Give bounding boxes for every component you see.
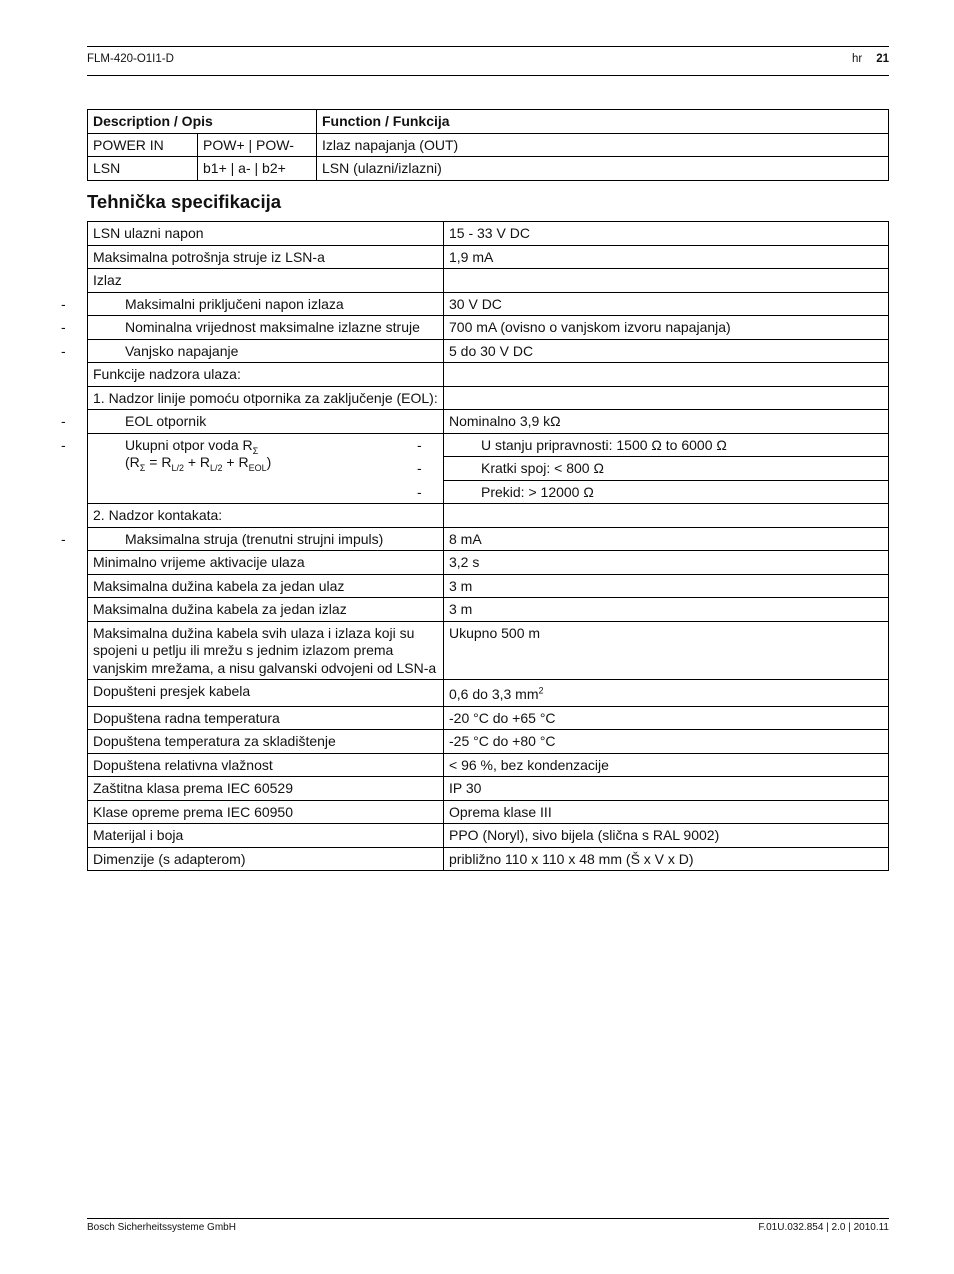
spec-value: IP 30	[444, 777, 889, 801]
table-row	[88, 433, 889, 457]
spec-value: Ukupno 500 m	[444, 621, 889, 680]
cell-funkcija: LSN (ulazni/izlazni)	[317, 157, 889, 181]
spec-label: LSN ulazni napon	[88, 222, 444, 246]
table-row	[88, 680, 889, 707]
spec-value: Nominalno 3,9 kΩ	[444, 410, 889, 434]
table-row	[88, 598, 889, 622]
spec-label: Dimenzije (s adapterom)	[88, 847, 444, 871]
page-number: 21	[876, 53, 889, 65]
spec-table	[61, 221, 889, 871]
spec-value	[444, 386, 889, 410]
table-row	[88, 551, 889, 575]
bullet-dash: -	[417, 460, 422, 476]
connections-table	[87, 109, 889, 181]
spec-label: Dopuštena relativna vlažnost	[88, 753, 444, 777]
spec-label-text: EOL otpornik	[125, 413, 207, 429]
spec-value	[444, 269, 889, 293]
table-row	[88, 386, 889, 410]
spec-label: Materijal i boja	[88, 824, 444, 848]
spec-value: približno 110 x 110 x 48 mm (Š x V x D)	[444, 847, 889, 871]
spec-value: 3 m	[444, 574, 889, 598]
table-row	[88, 753, 889, 777]
spec-label: Maksimalna potrošnja struje iz LSN-a	[88, 245, 444, 269]
spec-value: 3 m	[444, 598, 889, 622]
table-header-row	[88, 110, 889, 134]
formula-part: + R	[222, 454, 249, 470]
table-row	[88, 222, 889, 246]
spec-value: -20 °C do +65 °C	[444, 706, 889, 730]
spec-value: PPO (Noryl), sivo bijela (slična s RAL 9002)	[444, 824, 889, 848]
spec-label	[61, 316, 444, 340]
bullet-dash: -	[61, 530, 66, 547]
spec-label: Maksimalna dužina kabela za jedan izlaz	[88, 598, 444, 622]
page-info	[852, 53, 889, 65]
spec-label	[61, 339, 444, 363]
spec-label	[61, 527, 444, 551]
spec-label-text: Vanjsko napajanje	[125, 342, 239, 359]
table-row	[88, 777, 889, 801]
col-header-description: Description / Opis	[88, 110, 317, 134]
spec-value-text: Prekid: > 12000 Ω	[481, 483, 594, 500]
subscript: L/2	[210, 462, 223, 473]
table-row	[88, 527, 889, 551]
company-name: Bosch Sicherheitssysteme GmbH	[87, 1222, 236, 1233]
cell-funkcija: Izlaz napajanja (OUT)	[317, 133, 889, 157]
spec-value	[417, 433, 889, 457]
spec-label: Dopuštena radna temperatura	[88, 706, 444, 730]
table-row	[88, 504, 889, 528]
table-row	[88, 339, 889, 363]
spec-label: Funkcije nadzora ulaza:	[88, 363, 444, 387]
formula-part: = R	[145, 454, 172, 470]
table-row	[88, 316, 889, 340]
spec-label: Dopušteni presjek kabela	[88, 680, 444, 707]
cell-opis: LSN	[88, 157, 198, 181]
spec-value	[417, 480, 889, 504]
cell-opis: POWER IN	[88, 133, 198, 157]
spec-value-text: 0,6 do 3,3 mm	[449, 686, 539, 702]
bullet-dash: -	[417, 483, 422, 500]
spec-value	[444, 680, 889, 707]
spec-label	[61, 433, 444, 504]
spec-value: 8 mA	[444, 527, 889, 551]
table-row	[88, 847, 889, 871]
table-row	[88, 269, 889, 293]
table-row	[88, 730, 889, 754]
spec-label: Izlaz	[88, 269, 444, 293]
spec-label: Dopuštena temperatura za skladištenje	[88, 730, 444, 754]
spec-label-text: Nominalna vrijednost maksimalne izlazne struje	[125, 319, 420, 335]
spec-label	[61, 292, 444, 316]
superscript: 2	[538, 685, 544, 696]
spec-label	[61, 410, 444, 434]
bullet-dash: -	[61, 295, 66, 312]
spec-value-text: Kratki spoj: < 800 Ω	[481, 460, 604, 476]
spec-label: Minimalno vrijeme aktivacije ulaza	[88, 551, 444, 575]
spec-label: Zaštitna klasa prema IEC 60529	[88, 777, 444, 801]
spec-label: 2. Nadzor kontakata:	[88, 504, 444, 528]
table-row	[88, 410, 889, 434]
table-row	[88, 292, 889, 316]
table-row	[88, 621, 889, 680]
spec-value: 1,9 mA	[444, 245, 889, 269]
table-row	[88, 157, 889, 181]
cell-terminal: b1+ | a- | b2+	[198, 157, 317, 181]
spec-value: 700 mA (ovisno o vanjskom izvoru napajanja)	[444, 316, 889, 340]
subscript: Σ	[252, 445, 259, 456]
spec-label-text: Maksimalna struja (trenutni strujni impuls)	[125, 530, 384, 547]
spec-value: 15 - 33 V DC	[444, 222, 889, 246]
table-row	[88, 574, 889, 598]
spec-label: Klase opreme prema IEC 60950	[88, 800, 444, 824]
bullet-dash: -	[417, 436, 422, 453]
col-header-function: Function / Funkcija	[317, 110, 889, 134]
table-row	[88, 133, 889, 157]
bullet-dash: -	[61, 342, 66, 359]
section-title: Tehnička specifikacija	[87, 191, 282, 212]
bullet-dash: -	[61, 319, 66, 335]
bullet-dash: -	[61, 436, 66, 453]
resistance-formula	[93, 454, 438, 472]
table-row	[88, 706, 889, 730]
spec-value: 30 V DC	[444, 292, 889, 316]
table-row	[88, 245, 889, 269]
table-row	[88, 800, 889, 824]
cell-terminal: POW+ | POW-	[198, 133, 317, 157]
page-header	[87, 46, 889, 76]
spec-value: < 96 %, bez kondenzacije	[444, 753, 889, 777]
bullet-dash: -	[61, 413, 66, 429]
doc-code: FLM-420-O1I1-D	[87, 53, 174, 65]
doc-reference: F.01U.032.854 | 2.0 | 2010.11	[758, 1222, 889, 1233]
spec-value: 3,2 s	[444, 551, 889, 575]
subscript: Σ	[139, 462, 146, 473]
formula-part: )	[266, 454, 272, 470]
spec-label: Maksimalna dužina kabela za jedan ulaz	[88, 574, 444, 598]
spec-label-text: Maksimalni priključeni napon izlaza	[125, 295, 344, 312]
table-row	[88, 363, 889, 387]
spec-value: Oprema klase III	[444, 800, 889, 824]
spec-label: 1. Nadzor linije pomoću otpornika za zaključenje (EOL):	[88, 386, 444, 410]
subscript: L/2	[171, 462, 184, 473]
page-footer	[87, 1218, 889, 1233]
spec-value: -25 °C do +80 °C	[444, 730, 889, 754]
subscript: EOL	[248, 462, 267, 473]
table-row	[88, 824, 889, 848]
spec-label-text: Ukupni otpor voda R	[125, 436, 253, 453]
spec-value-text: U stanju pripravnosti: 1500 Ω to 6000 Ω	[481, 436, 727, 453]
formula-part: + R	[183, 454, 211, 470]
spec-value: 5 do 30 V DC	[444, 339, 889, 363]
spec-value	[444, 363, 889, 387]
formula-part: (R	[125, 454, 140, 470]
spec-label: Maksimalna dužina kabela svih ulaza i izlaza koji su spojeni u petlju ili mrežu s jednim izlazom prema vanjskim mrežama, a nisu galvanski odvojeni od LSN-a	[88, 621, 444, 680]
spec-value	[417, 457, 889, 481]
spec-value	[444, 504, 889, 528]
language-code: hr	[851, 53, 863, 65]
